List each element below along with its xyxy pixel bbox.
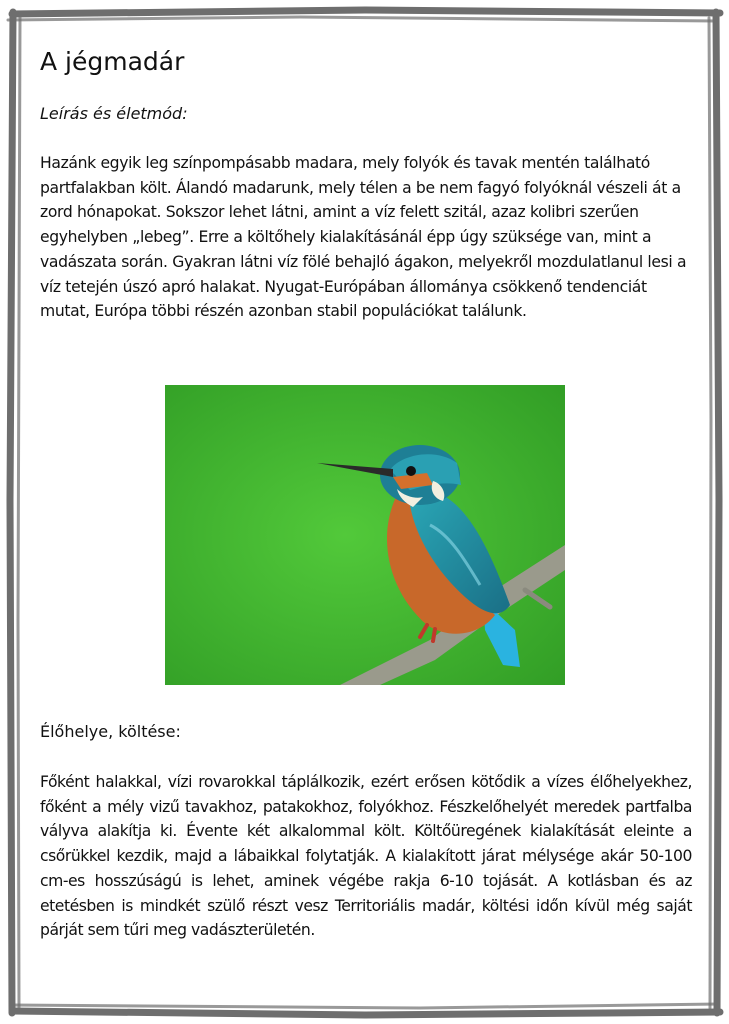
page-title: A jégmadár xyxy=(40,47,185,76)
habitat-paragraph: Főként halakkal, vízi rovarokkal táplálkozik, ezért erősen kötődik a vízes élőhelyekhez, főként a mély vizű tavakhoz, patakokhoz, folyókhoz. Fészkelőhelyét meredek partfalba vályva alakítja ki. Évente két alkalommal költ. Költőüregének kialakítását eleinte a csőrükkel kezdik, majd a lábaikkal folytatják. A kialakított járat mélysége akár 50-100 cm-es hosszúságú is lehet, aminek végébe rakja 6-10 tojását. A kotlásban és az etetésben is mindkét szülő részt vesz Territoriális madár, költési időn kívül még saját párját sem tűri meg vadászterületén. xyxy=(40,773,692,940)
section-heading-habitat: Élőhelye, költése: xyxy=(40,722,181,741)
description-paragraph: Hazánk egyik leg színpompásabb madara, mely folyók és tavak mentén található partfalakban költ. Álandó madarunk, mely télen a be nem fagyó folyóknál vészeli át a zord hónapokat. Sokszor lehet látni, amint a víz felett szitál, azaz kolibri szerűen egyhelyben „lebeg”. Erre a költőhely kialakításánál épp úgy szüksége van, mint a vadászata során. Gyakran látni víz fölé behajló ágakon, melyekről mozdulatlanul lesi a víz tetején úszó apró halakat. Nyugat-Európában állománya csökkenő tendenciát mutat, Európa többi részén azonban stabil populációkat találunk. xyxy=(40,154,687,321)
section-heading-description: Leírás és életmód: xyxy=(40,104,188,123)
kingfisher-photo xyxy=(165,385,565,685)
